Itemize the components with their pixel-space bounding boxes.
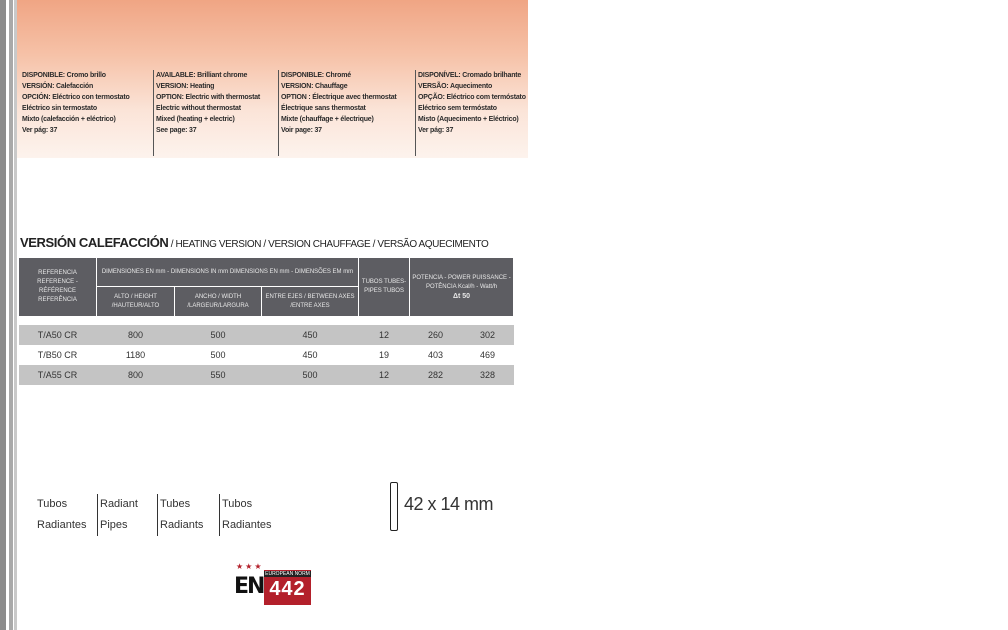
cell-kcal: 260 [410, 325, 462, 345]
availability-line: DISPONIBLE: Cromo brillo [22, 72, 106, 79]
header-width: ANCHO / WIDTH /LARGEUR/LARGURA [175, 287, 262, 317]
tube-profile-dimension: 42 x 14 mm [404, 494, 494, 514]
cell-kcal: 282 [410, 365, 462, 385]
pipe-label-line: Tubos [222, 498, 253, 510]
availability-line: DISPONIBLE: Chromé [281, 72, 351, 79]
availability-line: VERSION: Chauffage [281, 83, 348, 90]
header-tubes: TUBOS TUBES-PIPES TUBOS [359, 258, 410, 317]
cell-width: 550 [175, 365, 262, 385]
section-title-translations: / HEATING VERSION / VERSION CHAUFFAGE / VERSÃO AQUECIMENTO [168, 239, 489, 250]
availability-line: Ver pág: 37 [22, 127, 58, 134]
availability-column-pt [415, 70, 528, 156]
availability-line: OPTION: Electric with thermostat [156, 94, 261, 101]
cell-tubes: 12 [359, 325, 410, 345]
availability-line: Électrique sans thermostat [281, 105, 366, 112]
availability-line: Electric without thermostat [156, 105, 241, 112]
pipe-label-fr [157, 494, 203, 536]
table-row [19, 345, 514, 365]
en-logo-text: EN [234, 574, 264, 599]
cell-tubes: 12 [359, 365, 410, 385]
pipe-label-es [37, 494, 87, 536]
table-header-row [19, 258, 514, 287]
cell-watt: 302 [462, 325, 514, 345]
pipe-label-line: Tubes [160, 498, 191, 510]
availability-line: OPCIÓN: Eléctrico con termostato [22, 94, 130, 101]
pipe-label-line: Radiants [160, 519, 204, 531]
availability-column-es [22, 70, 147, 156]
availability-line: VERSIÓN: Calefacción [22, 83, 94, 90]
en-logo-top-text: EUROPEAN NORM [265, 571, 310, 577]
tube-profile-icon [390, 482, 398, 531]
availability-column-fr [278, 70, 411, 156]
pipe-label-line: Tubos [37, 498, 68, 510]
availability-line: Mixto (calefacción + eléctrico) [22, 116, 116, 123]
cell-between-axes: 450 [302, 350, 318, 360]
availability-line: See page: 37 [156, 127, 197, 134]
cell-reference: T/B50 CR [37, 350, 78, 360]
left-border-bar [0, 0, 6, 630]
cell-watt: 469 [480, 350, 496, 360]
left-border-bar [9, 0, 13, 630]
cell-between-axes: 500 [262, 365, 359, 385]
pipe-label-en [97, 494, 138, 536]
en442-certification-logo [234, 562, 312, 608]
pipe-label-line: Radiantes [37, 519, 87, 531]
en-stars-icon: ★★★ [236, 562, 264, 571]
table-row [19, 365, 514, 385]
pipe-label-line: Radiantes [222, 519, 272, 531]
cell-kcal: 403 [428, 350, 444, 360]
availability-line: VERSÃO: Aquecimento [418, 83, 493, 90]
cell-width: 500 [210, 350, 226, 360]
availability-line: Ver pág: 37 [418, 127, 454, 134]
availability-line: Mixte (chauffage + électrique) [281, 116, 374, 123]
cell-height: 800 [97, 365, 175, 385]
table-spacer [19, 317, 514, 326]
section-title [20, 235, 488, 250]
cell-height: 1180 [125, 350, 146, 360]
header-power-label: POTENCIA - POWER PUISSANCE - POTÊNCIA Kcal/h - Watt/h [412, 274, 511, 290]
header-height: ALTO / HEIGHT /HAUTEUR/ALTO [97, 287, 175, 317]
availability-line: Eléctrico sin termostato [22, 105, 97, 112]
availability-line: Eléctrico sem termóstato [418, 105, 497, 112]
availability-line: Misto (Aquecimento + Eléctrico) [418, 116, 519, 123]
cell-watt: 328 [462, 365, 514, 385]
pipe-label-line: Radiant [100, 498, 138, 510]
availability-line: OPÇÃO: Eléctrico com termóstato [418, 94, 526, 101]
availability-column-en [153, 70, 276, 156]
availability-line: AVAILABLE: Brilliant chrome [156, 72, 248, 79]
cell-height: 800 [97, 325, 175, 345]
en-logo-red-block [264, 570, 311, 605]
availability-line: DISPONÍVEL: Cromado brilhante [418, 72, 522, 79]
availability-line: Mixed (heating + electric) [156, 116, 235, 123]
header-power [410, 258, 514, 317]
table-spacer-cell [19, 317, 514, 326]
table-row [19, 325, 514, 345]
section-title-main: VERSIÓN CALEFACCIÓN [20, 235, 169, 250]
pipe-label-line: Pipes [100, 519, 128, 531]
cell-width: 500 [175, 325, 262, 345]
cell-tubes: 19 [379, 350, 390, 360]
header-reference: REFERENCIA REFERENCE - RÉFÉRENCE REFERÊNCIA [19, 258, 97, 317]
header-delta-t: Δt 50 [452, 292, 471, 300]
cell-between-axes: 450 [262, 325, 359, 345]
availability-line: OPTION : Électrique avec thermostat [281, 94, 397, 101]
pipe-label-pt [219, 494, 272, 536]
en-logo-number: 442 [269, 578, 306, 600]
availability-line: Voir page: 37 [281, 127, 322, 134]
header-dimensions: DIMENSIONES EN mm - DIMENSIONS IN mm DIMENSIONS EN mm - DIMENSÕES EM mm [97, 258, 359, 287]
cell-reference: T/A55 CR [19, 365, 97, 385]
cell-reference: T/A50 CR [19, 325, 97, 345]
spec-table [18, 257, 514, 385]
header-between-axes: ENTRE EJES / BETWEEN AXES /ENTRE AXES [262, 287, 359, 317]
availability-line: VERSION: Heating [156, 83, 215, 90]
